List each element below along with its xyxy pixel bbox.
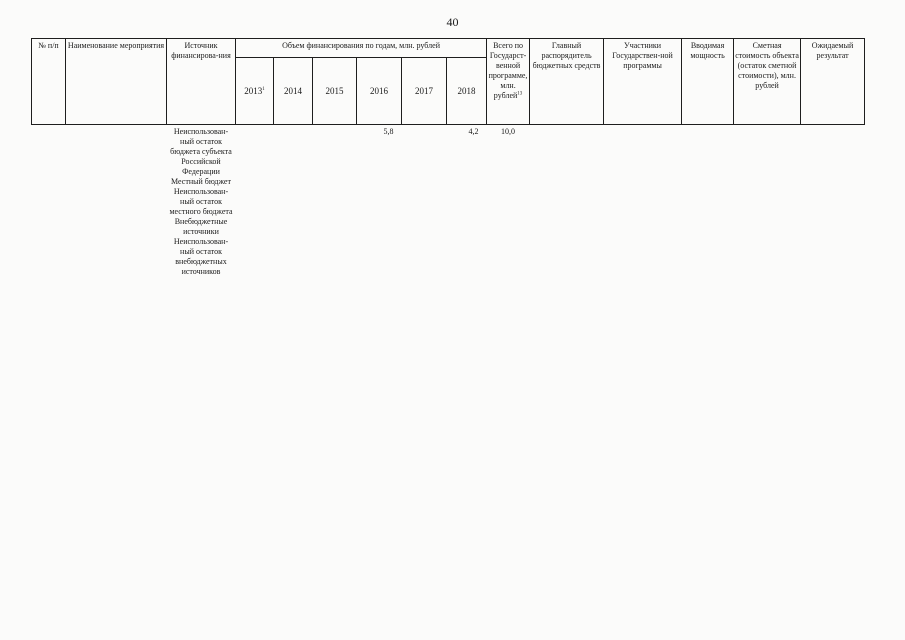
cell-2016: 5,8 bbox=[383, 127, 394, 136]
year-2013-footnote: 1 bbox=[262, 87, 265, 92]
cell-estimated-cost bbox=[734, 125, 801, 280]
cell-capacity bbox=[682, 125, 734, 280]
cell-participants bbox=[604, 125, 682, 280]
cell-2014 bbox=[274, 125, 313, 280]
col-header-year-2016: 2016 bbox=[357, 58, 402, 125]
col-header-volume: Объем финансирования по годам, млн. рублей bbox=[236, 39, 487, 58]
col-header-num: № п/п bbox=[32, 39, 66, 125]
cell-total: 10,0 bbox=[501, 127, 516, 136]
col-header-year-2013 bbox=[236, 58, 274, 125]
header-row-1 bbox=[32, 39, 865, 58]
col-header-source: Источник финансирова-ния bbox=[167, 39, 236, 125]
source-item: Внебюджетные источники bbox=[174, 217, 228, 236]
cell-2015 bbox=[313, 125, 357, 280]
source-item: Местный бюджет bbox=[171, 177, 231, 186]
cell-expected-result bbox=[801, 125, 865, 280]
col-header-estimated-cost: Сметная стоимость объекта (остаток сметной стоимости), млн. рублей bbox=[734, 39, 801, 125]
year-2013-label: 2013 bbox=[244, 86, 263, 96]
source-item: Неиспользован-ный остаток местного бюджета bbox=[169, 187, 233, 216]
col-header-main-manager: Главный распорядитель бюджетных средств bbox=[530, 39, 604, 125]
cell-num bbox=[32, 125, 66, 280]
source-item: Неиспользован-ный остаток бюджета субъекта Российской Федерации bbox=[170, 127, 232, 176]
col-header-year-2017: 2017 bbox=[402, 58, 447, 125]
col-header-year-2014: 2014 bbox=[274, 58, 313, 125]
col-header-total bbox=[487, 39, 530, 125]
col-header-participants: Участники Государствен-ной программы bbox=[604, 39, 682, 125]
col-header-expected-result: Ожидаемый результат bbox=[801, 39, 865, 125]
total-label: Всего по Государст-венной программе, млн. рублей bbox=[488, 41, 528, 100]
source-item: Неиспользован-ный остаток внебюджетных источников bbox=[173, 237, 229, 276]
col-header-capacity: Вводимая мощность bbox=[682, 39, 734, 125]
cell-main-manager bbox=[530, 125, 604, 280]
col-header-year-2015: 2015 bbox=[313, 58, 357, 125]
cell-2017 bbox=[402, 125, 447, 280]
financing-table bbox=[31, 38, 865, 279]
col-header-year-2018: 2018 bbox=[447, 58, 487, 125]
cell-2013 bbox=[236, 125, 274, 280]
total-footnote: 13 bbox=[517, 91, 523, 97]
table-row bbox=[32, 125, 865, 280]
col-header-name: Наименование мероприятия bbox=[66, 39, 167, 125]
cell-name bbox=[66, 125, 167, 280]
cell-sources bbox=[167, 125, 236, 280]
cell-2018: 4,2 bbox=[468, 127, 479, 136]
page-number: 40 bbox=[446, 15, 459, 29]
